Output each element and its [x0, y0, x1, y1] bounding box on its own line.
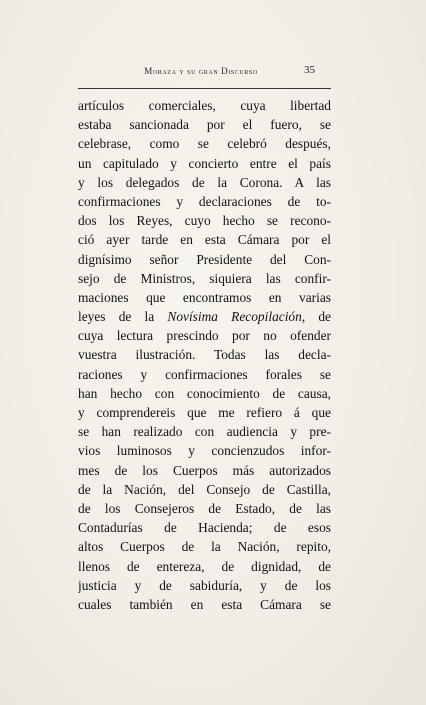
text-line: llenos de entereza, de dignidad, de — [78, 558, 331, 574]
text-line: han hecho con conocimiento de causa, — [78, 385, 331, 401]
text-line: justicia y de sabiduría, y de los — [78, 577, 331, 593]
text-line: cuales también en esta Cámara se — [78, 596, 331, 612]
text-line: un capitulado y concierto entre el país — [78, 155, 331, 171]
text-line: dignísimo señor Presidente del Con- — [78, 251, 331, 267]
text-line: vios luminosos y concienzudos infor- — [78, 443, 331, 459]
text-line: artículos comerciales, cuya libertad — [78, 98, 331, 113]
header-rule — [78, 88, 331, 89]
text-line: raciones y confirmaciones forales se — [78, 366, 331, 382]
text-line: mes de los Cuerpos más autorizados — [78, 462, 331, 478]
running-head: Moraza y su gran Discurso — [144, 66, 258, 76]
text-line: altos Cuerpos de la Nación, repito, — [78, 539, 331, 555]
text-line: dos los Reyes, cuyo hecho se recono- — [78, 213, 331, 229]
page-number: 35 — [304, 64, 315, 76]
text-line: maciones que encontramos en varias — [78, 289, 331, 305]
body-paragraph — [78, 96, 331, 614]
text-line: Contadurías de Hacienda; de esos — [78, 520, 331, 536]
text-line: ció ayer tarde en esta Cámara por el — [78, 232, 331, 248]
text-line: sejo de Ministros, siquiera las confir- — [78, 270, 331, 286]
text-line: celebrase, como se celebró después, — [78, 136, 331, 152]
text-line: cuya lectura prescindo por no ofender — [78, 328, 331, 344]
book-title-italic: Novísima Recopilación — [167, 309, 302, 325]
text-line: vuestra ilustración. Todas las decla- — [78, 347, 331, 363]
text-line: se han realizado con audiencia y pre- — [78, 424, 331, 440]
text-line: de los Consejeros de Estado, de las — [78, 500, 331, 516]
text-line: estaba sancionada por el fuero, se — [78, 117, 331, 133]
text-line: y los delegados de la Corona. A las — [78, 174, 331, 190]
text-line: leyes de la Novísima Recopilación, de — [78, 309, 331, 325]
text-line: de la Nación, del Consejo de Castilla, — [78, 481, 331, 497]
text-line: y comprendereis que me refiero á que — [78, 405, 331, 420]
text-line: confirmaciones y declaraciones de to- — [78, 193, 331, 209]
